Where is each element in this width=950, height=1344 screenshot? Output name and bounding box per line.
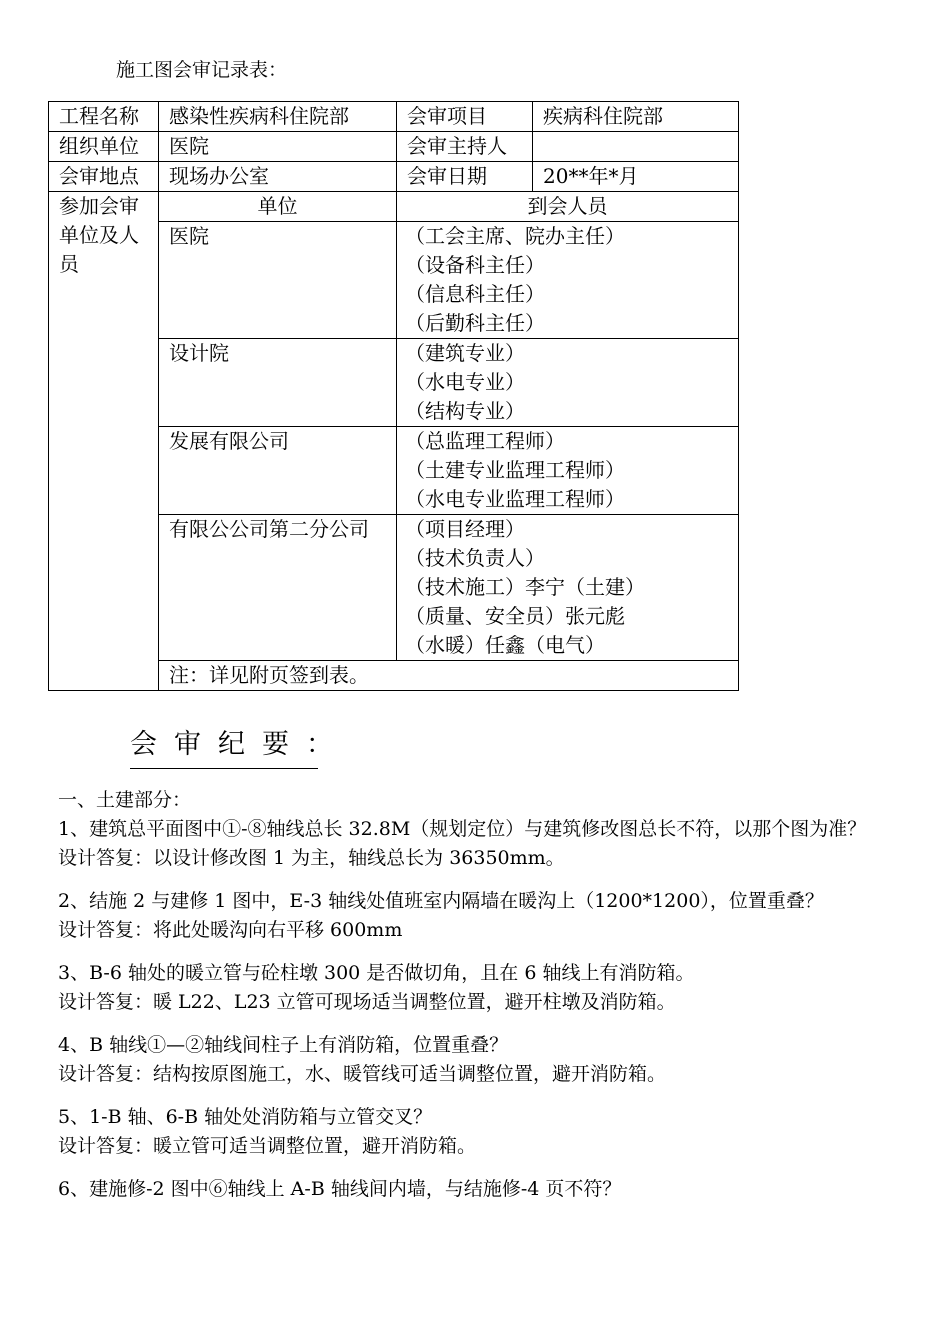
review-record-table [48,101,739,691]
question-text: 2、结施 2 与建修 1 图中，E-3 轴线处值班室内隔墙在暖沟上（1200*1200），位置重叠？ [58,890,824,912]
section-heading: 一、土建部分： [58,789,192,811]
attendees-header: 到会人员 [397,192,739,222]
attendee-line: （设备科主任） [405,253,545,277]
unit-header: 单位 [159,192,397,222]
attendees-cell [397,427,739,515]
question-text: 6、建施修-2 图中⑥轴线上 A-B 轴线间内墙，与结施修-4 页不符？ [58,1178,622,1200]
location-value: 现场办公室 [159,162,397,192]
qa-item [58,1031,888,1089]
attendee-line: （工会主席、院办主任） [405,224,625,248]
attendee-line: （水暖）任鑫（电气） [405,633,605,657]
review-item-value: 疾病科住院部 [533,102,739,132]
answer-text: 设计答复：以设计修改图 1 为主，轴线总长为 36350mm。 [58,847,565,869]
attendee-line: （技术施工）李宁（土建） [405,575,645,599]
host-value [533,132,739,162]
attendees-cell [397,222,739,339]
question-text: 3、B-6 轴处的暖立管与砼柱墩 300 是否做切角，且在 6 轴线上有消防箱。 [58,962,695,984]
attendee-line: （信息科主任） [405,282,545,306]
attendees-cell [397,339,739,427]
attendee-line: （技术负责人） [405,546,545,570]
date-value: 20**年*月 [533,162,739,192]
question-text: 4、B 轴线①—②轴线间柱子上有消防箱，位置重叠？ [58,1034,509,1056]
attendee-line: （质量、安全员）张元彪 [405,604,625,628]
qa-item [58,815,888,873]
organizer-label: 组织单位 [49,132,159,162]
attendee-line: （水电专业监理工程师） [405,487,625,511]
attendee-line: （土建专业监理工程师） [405,458,625,482]
attendees-cell [397,515,739,661]
date-label: 会审日期 [397,162,533,192]
qa-item [58,1175,888,1204]
location-label: 会审地点 [49,162,159,192]
unit-cell: 发展有限公司 [159,427,397,515]
answer-text: 设计答复：暖 L22、L23 立管可现场适当调整位置，避开柱墩及消防箱。 [58,991,676,1013]
question-text: 1、建筑总平面图中①-⑧轴线总长 32.8M（规划定位）与建筑修改图总长不符，以那个图为准？ [58,818,867,840]
host-label: 会审主持人 [397,132,533,162]
minutes-body [58,786,888,1204]
table-row [49,192,739,222]
attendee-line: （结构专业） [405,399,525,423]
table-row [49,132,739,162]
attendee-line: （总监理工程师） [405,429,565,453]
answer-text: 设计答复：暖立管可适当调整位置，避开消防箱。 [58,1135,477,1157]
answer-text: 设计答复：将此处暖沟向右平移 600mm [58,919,403,941]
organizer-value: 医院 [159,132,397,162]
table-row [49,162,739,192]
qa-item [58,1103,888,1161]
project-name-value: 感染性疾病科住院部 [159,102,397,132]
unit-cell: 医院 [159,222,397,339]
attendee-line: （水电专业） [405,370,525,394]
minutes-title-underline [130,768,318,769]
document-heading: 施工图会审记录表： [116,59,288,81]
qa-item [58,959,888,1017]
attendee-line: （建筑专业） [405,341,525,365]
attendee-line: （项目经理） [405,517,525,541]
minutes-title: 会审纪要： [130,729,350,760]
question-text: 5、1-B 轴、6-B 轴处处消防箱与立管交叉？ [58,1106,433,1128]
qa-item [58,887,888,945]
review-item-label: 会审项目 [397,102,533,132]
table-note: 注：详见附页签到表。 [159,661,739,691]
unit-cell: 设计院 [159,339,397,427]
participants-label: 参加会审单位及人员 [49,192,159,691]
unit-cell: 有限公公司第二分公司 [159,515,397,661]
table-row [49,102,739,132]
answer-text: 设计答复：结构按原图施工，水、暖管线可适当调整位置，避开消防箱。 [58,1063,667,1085]
project-name-label: 工程名称 [49,102,159,132]
attendee-line: （后勤科主任） [405,311,545,335]
